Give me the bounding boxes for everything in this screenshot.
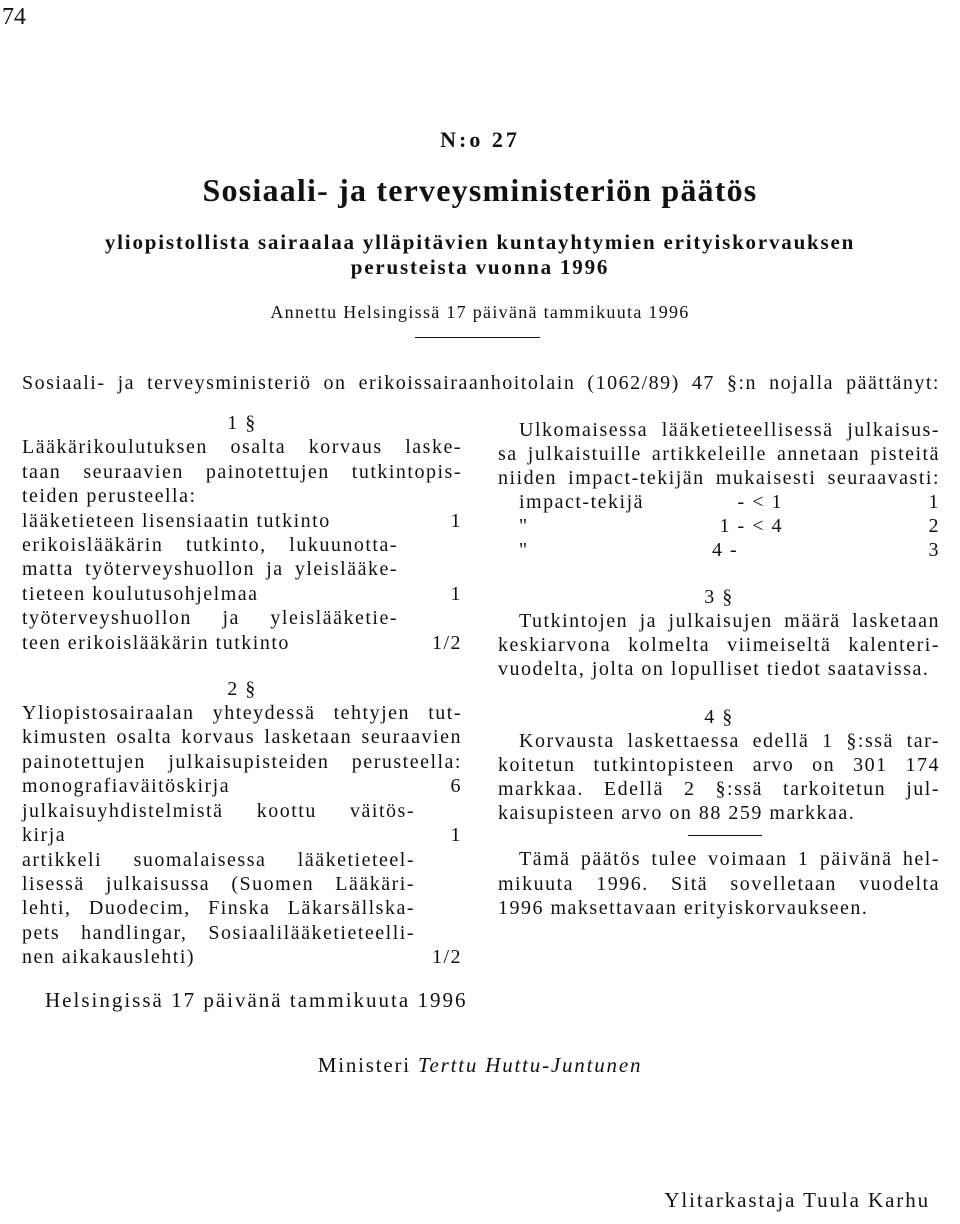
- points-row: [22, 945, 462, 969]
- points-label: lisessä julkaisussa (Suomen Lääkäri-: [22, 872, 415, 895]
- points-label: kirja: [22, 824, 67, 847]
- points-label: työterveyshuollon ja yleislääketie-: [22, 607, 398, 630]
- impact-label: impact-tekijä: [519, 491, 645, 514]
- section-heading: 2 §: [227, 677, 257, 700]
- paragraph-line: sa julkaistuille artikkeleille annetaan pisteitä: [498, 443, 940, 466]
- impact-factor-table: [498, 490, 940, 562]
- paragraph-line: niiden impact-tekijän mukaisesti seuraavasti:: [498, 467, 940, 490]
- decision-title: Sosiaali- ja terveysministeriön päätös: [202, 172, 758, 208]
- paragraph-line: kaisupisteen arvo on 88 259 markkaa.: [498, 802, 856, 825]
- statute-number: N:o 27: [440, 127, 520, 152]
- points-item: [22, 799, 462, 848]
- points-label: tieteen koulutusohjelmaa: [22, 582, 259, 605]
- table-row: [498, 490, 940, 514]
- table-row: [498, 538, 940, 562]
- header-divider: [415, 337, 540, 338]
- section-1: [22, 411, 462, 655]
- section-heading: 4 §: [704, 705, 734, 728]
- section-2: [22, 677, 462, 970]
- points-value: 6: [450, 775, 462, 798]
- paragraph-line: teiden perusteella:: [22, 485, 197, 508]
- paragraph-line: keskiarvona kolmelta viimeiseltä kalenteri-: [498, 633, 940, 656]
- paragraph-line: Yliopistosairaalan yhteydessä tehtyjen tut-: [22, 702, 462, 725]
- minister-title: Ministeri: [317, 1053, 411, 1077]
- preamble: Sosiaali- ja terveysministeriö on erikoissairaanhoitolain (1062/89) 47 §:n nojalla päättänyt:: [22, 372, 940, 394]
- impact-points: 2: [928, 515, 940, 538]
- impact-points: 3: [928, 539, 940, 562]
- points-row: [22, 631, 462, 655]
- points-label: teen erikoislääkärin tutkinto: [22, 631, 290, 654]
- points-label: nen aikakauslehti): [22, 946, 196, 969]
- points-item: [22, 509, 462, 533]
- paragraph-line: markkaa. Edellä 2 §:ssä tarkoitetun jul-: [498, 778, 940, 801]
- points-item: [22, 533, 462, 606]
- points-label: erikoislääkärin tutkinto, lukuunotta-: [22, 534, 398, 557]
- impact-points: 1: [928, 491, 940, 514]
- paragraph-line: Tutkintojen ja julkaisujen määrä lasketaan: [519, 609, 940, 632]
- points-item: [22, 848, 462, 970]
- points-label: julkaisuyhdistelmistä koottu väitös-: [22, 799, 415, 822]
- issued-line: Annettu Helsingissä 17 päivänä tammikuuta 1996: [270, 302, 690, 322]
- points-item: [22, 606, 462, 655]
- paragraph-line: vuodelta, jolta on lopulliset tiedot saatavissa.: [498, 657, 930, 680]
- points-label: monografiaväitöskirja: [22, 775, 231, 798]
- points-label: lääketieteen lisensiaatin tutkinto: [22, 509, 331, 532]
- points-value: 1/2: [431, 631, 462, 654]
- points-row: [22, 509, 462, 533]
- points-label: matta työterveyshuollon ja yleislääke-: [22, 558, 398, 581]
- decision-subtitle: [0, 230, 960, 280]
- impact-label: ": [519, 539, 529, 562]
- foreign-publications: [498, 418, 940, 563]
- paragraph-line: 1996 maksettavaan erityiskorvaukseen.: [498, 896, 869, 919]
- points-label: pets handlingar, Sosiaalilääketieteelli-: [22, 921, 415, 944]
- paragraph-line: painotettujen julkaisupisteiden perusteella:: [22, 750, 462, 773]
- paragraph-line: Tämä päätös tulee voimaan 1 päivänä hel-: [519, 848, 940, 871]
- paragraph-line: mikuuta 1996. Sitä sovelletaan vuodelta: [498, 872, 940, 895]
- points-value: 1: [450, 509, 462, 532]
- subtitle-line: yliopistollista sairaalaa ylläpitävien kuntayhtymien erityiskorvauksen: [104, 230, 856, 254]
- section-heading: 1 §: [227, 412, 257, 434]
- page-number: 74: [2, 4, 26, 30]
- points-value: 1: [450, 582, 462, 605]
- left-column: [22, 411, 462, 970]
- table-row: [498, 514, 940, 538]
- points-label: artikkeli suomalaisessa lääketieteel-: [22, 848, 415, 871]
- paragraph-line: Korvausta laskettaessa edellä 1 §:ssä tar-: [519, 730, 940, 753]
- paragraph-line: kimusten osalta korvaus lasketaan seuraavien: [22, 726, 462, 749]
- section-3: [498, 585, 940, 681]
- entry-into-force: [498, 847, 940, 919]
- paragraph-line: Lääkärikoulutuksen osalta korvaus laske-: [22, 436, 462, 459]
- points-row: [22, 582, 462, 606]
- right-column: [498, 418, 940, 920]
- section-heading: 3 §: [704, 585, 734, 608]
- points-row: [22, 774, 462, 798]
- impact-label: ": [519, 515, 529, 538]
- points-row: [22, 823, 462, 847]
- section-4: [498, 705, 940, 825]
- paragraph-line: Ulkomaisessa lääketieteellisessä julkaisus-: [519, 419, 940, 441]
- subtitle-line: perusteista vuonna 1996: [350, 255, 610, 279]
- impact-range: 1 - < 4: [719, 515, 783, 538]
- impact-range: 4 -: [712, 539, 739, 562]
- official-signature: Ylitarkastaja Tuula Karhu: [664, 1188, 930, 1212]
- paragraph-line: koitetun tutkintopisteen arvo on 301 174: [498, 754, 940, 777]
- points-label: lehti, Duodecim, Finska Läkarsällska-: [22, 897, 415, 920]
- points-item: [22, 774, 462, 798]
- minister-name: Terttu Huttu-Juntunen: [417, 1053, 643, 1077]
- divider-line: [688, 835, 762, 836]
- section-divider: [498, 825, 940, 847]
- place-and-date: Helsingissä 17 päivänä tammikuuta 1996: [45, 988, 468, 1012]
- minister-signature: [0, 1053, 960, 1077]
- points-value: 1/2: [431, 946, 462, 969]
- points-value: 1: [450, 824, 462, 847]
- impact-range: - < 1: [737, 491, 783, 514]
- paragraph-line: taan seuraavien painotettujen tutkintopis-: [22, 460, 462, 483]
